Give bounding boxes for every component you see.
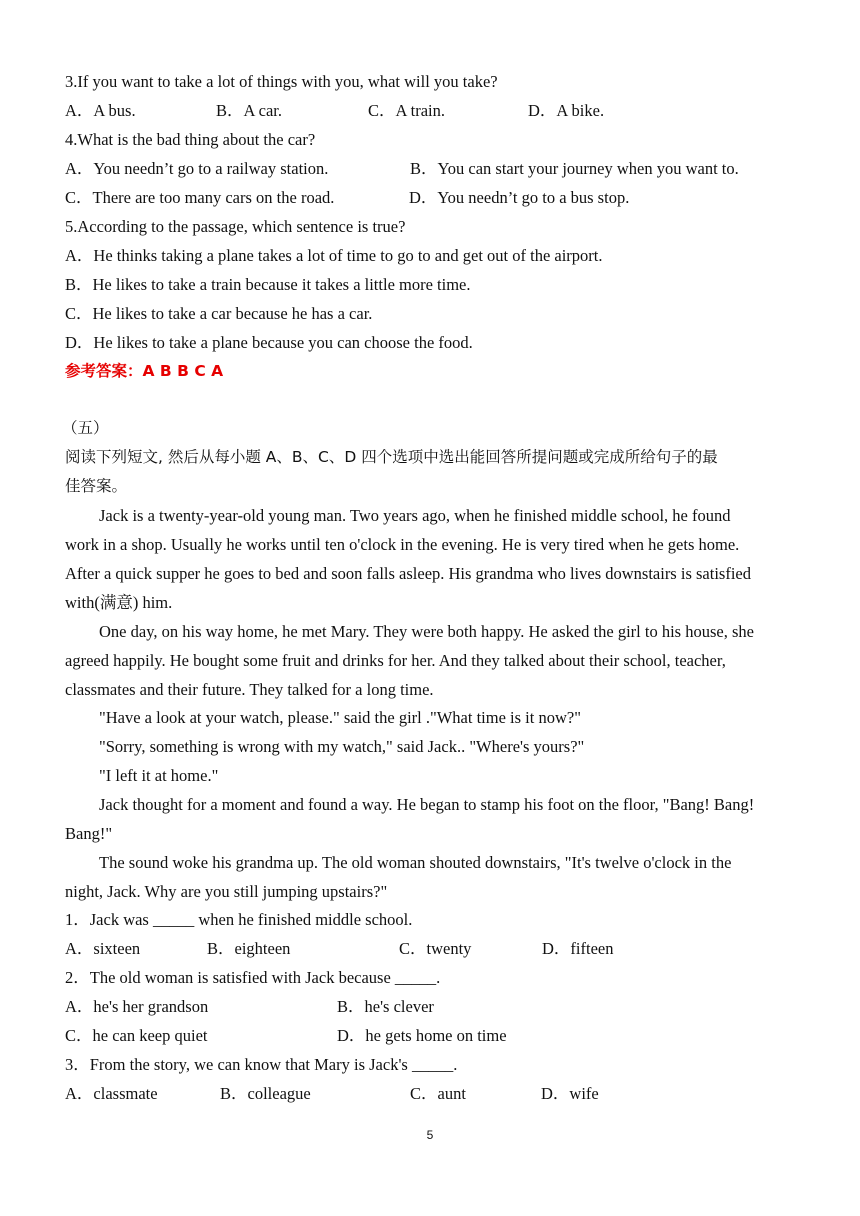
question-4-option-b: B．You can start your journey when you want to. xyxy=(410,159,739,178)
instruction-line-1: 阅读下列短文, 然后从每小题 A、B、C、D 四个选项中选出能回答所提问题或完成所给句子的最 xyxy=(65,448,718,466)
answer-key: 参考答案：A B B C A xyxy=(65,362,224,380)
passage-line-10: "I left it at home." xyxy=(99,766,219,785)
question-4-stem: 4.What is the bad thing about the car? xyxy=(65,130,316,149)
passage-line-2: work in a shop. Usually he works until ten o'clock in the evening. He is very tired when he gets home. xyxy=(65,535,740,554)
p2-question-3-option-b: B．colleague xyxy=(220,1084,311,1103)
p2-question-3-option-d: D．wife xyxy=(541,1084,599,1103)
question-5-option-b: B．He likes to take a train because it takes a little more time. xyxy=(65,275,471,294)
instruction-line-2: 佳答案。 xyxy=(65,477,128,495)
passage-line-7: classmates and their future. They talked for a long time. xyxy=(65,680,434,699)
question-5-option-d: D．He likes to take a plane because you can choose the food. xyxy=(65,333,473,352)
passage-line-11: Jack thought for a moment and found a way. He began to stamp his foot on the floor, "Bang! Bang! xyxy=(99,795,755,814)
passage-line-6: agreed happily. He bought some fruit and drinks for her. And they talked about their school, teacher, xyxy=(65,651,726,670)
question-3-option-d: D．A bike. xyxy=(528,101,605,120)
p2-question-2-stem: 2．The old woman is satisfied with Jack because _____. xyxy=(65,968,441,987)
p2-question-2-option-d: D．he gets home on time xyxy=(337,1026,507,1045)
passage-line-8: "Have a look at your watch, please." said the girl ."What time is it now?" xyxy=(99,708,581,727)
page-number: 5 xyxy=(426,1128,434,1142)
passage-line-4: with(满意) him. xyxy=(65,593,173,612)
question-5-option-c: C．He likes to take a car because he has a car. xyxy=(65,304,373,323)
p2-question-1-stem: 1．Jack was _____ when he finished middle school. xyxy=(65,910,413,929)
question-3-option-c: C．A train. xyxy=(368,101,445,120)
p2-question-1-option-d: D．fifteen xyxy=(542,939,614,958)
passage-line-14: night, Jack. Why are you still jumping upstairs?" xyxy=(65,882,388,901)
section-heading: （五） xyxy=(62,419,109,437)
passage-line-13: The sound woke his grandma up. The old woman shouted downstairs, "It's twelve o'clock in the xyxy=(99,853,732,872)
passage-line-1: Jack is a twenty-year-old young man. Two years ago, when he finished middle school, he found xyxy=(99,506,731,525)
p2-question-2-option-a: A．he's her grandson xyxy=(65,997,209,1016)
p2-question-1-option-b: B．eighteen xyxy=(207,939,291,958)
question-3-option-a: A．A bus. xyxy=(65,101,136,120)
p2-question-2-option-c: C．he can keep quiet xyxy=(65,1026,208,1045)
passage-line-3: After a quick supper he goes to bed and soon falls asleep. His grandma who lives downstairs is satisfied xyxy=(65,564,751,583)
question-5-stem: 5.According to the passage, which sentence is true? xyxy=(65,217,406,236)
question-4-option-a: A．You needn’t go to a railway station. xyxy=(65,159,329,178)
question-3-stem: 3.If you want to take a lot of things with you, what will you take? xyxy=(65,72,498,91)
question-4-option-c: C．There are too many cars on the road. xyxy=(65,188,335,207)
passage-line-9: "Sorry, something is wrong with my watch," said Jack.. "Where's yours?" xyxy=(99,737,585,756)
question-4-option-d: D．You needn’t go to a bus stop. xyxy=(409,188,630,207)
p2-question-3-stem: 3．From the story, we can know that Mary is Jack's _____. xyxy=(65,1055,458,1074)
p2-question-1-option-c: C．twenty xyxy=(399,939,472,958)
passage-line-12: Bang!" xyxy=(65,824,113,843)
p2-question-3-option-c: C．aunt xyxy=(410,1084,466,1103)
p2-question-3-option-a: A．classmate xyxy=(65,1084,158,1103)
question-3-option-b: B．A car. xyxy=(216,101,282,120)
passage-line-5: One day, on his way home, he met Mary. They were both happy. He asked the girl to his house, she xyxy=(99,622,754,641)
question-5-option-a: A．He thinks taking a plane takes a lot of time to go to and get out of the airport. xyxy=(65,246,603,265)
p2-question-1-option-a: A．sixteen xyxy=(65,939,141,958)
p2-question-2-option-b: B．he's clever xyxy=(337,997,434,1016)
